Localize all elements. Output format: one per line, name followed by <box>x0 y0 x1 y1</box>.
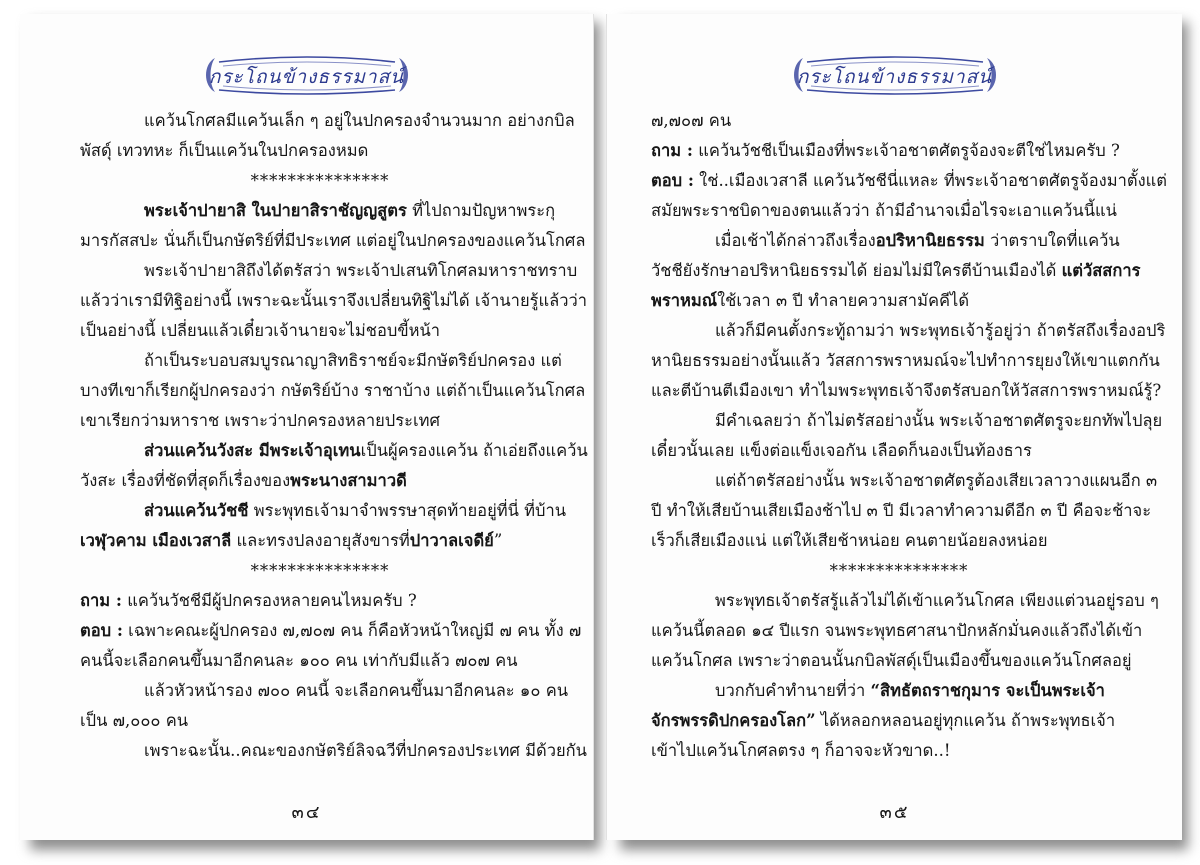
text-segment: แคว้นโกศล เพราะว่าตอนนั้นกบิลพัสดุ์เป็นเมืองขึ้นของแคว้นโกศลอยู่ <box>651 651 1132 670</box>
text-line <box>651 316 1166 346</box>
bold-text: ถาม : <box>80 591 122 610</box>
text-segment: และตีบ้านตีเมืองเขา ทำไมพระพุทธเจ้าจึงตรัสบอกให้วัสสการพราหมณ์รู้? <box>651 381 1162 400</box>
text-segment: ถ้าเป็นระบอบสมบูรณาญาสิทธิราชย์จะมีกษัตริย์ปกครอง แต่ <box>144 351 562 370</box>
text-segment: บางทีเขาก็เรียกผู้ปกครองว่า กษัตริย์บ้าง ราชาบ้าง แต่ถ้าเป็นแคว้นโกศล <box>80 381 586 400</box>
text-segment: ว่าตราบใดที่แคว้น <box>984 231 1120 250</box>
text-line <box>651 196 1147 226</box>
text-line <box>80 376 586 406</box>
text-line <box>80 526 560 556</box>
text-segment: แคว้นวัชชีเป็นเมืองที่พระเจ้าอชาตศัตรูจ้องจะตีใช่ไหมครับ ? <box>692 141 1120 160</box>
text-line <box>80 496 567 526</box>
text-segment: แคว้นนี้ตลอด ๑๔ ปีแรก จนพระพุทธศาสนาปักหลักมั่นคงแล้วถึงได้เข้า <box>651 621 1143 640</box>
text-line <box>80 406 560 436</box>
text-line <box>651 406 1163 436</box>
left-page-body <box>80 106 588 766</box>
text-line <box>651 256 1147 286</box>
page-header <box>607 50 1182 102</box>
text-segment: เฉพาะคณะผู้ปกครอง ๗,๗๐๗ คน ก็คือหัวหน้าใหญ่มี ๗ คน ทั้ง ๗ <box>122 621 582 640</box>
text-line <box>651 376 1162 406</box>
bold-text: อปริหานิยธรรม <box>875 231 985 250</box>
bold-text: พราหมณ์ <box>651 291 718 310</box>
text-segment: เขาเรียกว่ามหาราช เพราะว่าปกครองหลายประเทศ <box>80 411 440 430</box>
text-line <box>651 226 1147 256</box>
text-segment: หานิยธรรมอย่างนั้นแล้ว วัสสการพราหมณ์จะไปทำการยุยงให้เขาแตกกัน <box>651 351 1160 370</box>
text-segment: *************** <box>250 171 390 190</box>
text-segment: พระพุทธเจ้ามาจำพรรษาสุดท้ายอยู่ที่นี่ ที่บ้าน <box>248 501 567 520</box>
text-segment: *************** <box>829 561 969 580</box>
right-page-body <box>651 106 1167 766</box>
text-segment: และทรงปลงอายุสังขารที่ <box>231 531 410 550</box>
section-divider <box>80 556 560 586</box>
text-line <box>80 256 578 286</box>
text-segment: แต่ถ้าตรัสอย่างนั้น พระเจ้าอชาตศัตรูต้องเสียเวลาวางแผนอีก ๓ <box>715 471 1158 490</box>
text-line <box>651 496 1152 526</box>
section-divider <box>80 166 560 196</box>
text-line <box>80 676 569 706</box>
text-line <box>80 646 560 676</box>
text-line <box>80 196 560 226</box>
text-segment: เข้าไปแคว้นโกศลตรง ๆ ก็อาจจะหัวขาด..! <box>651 741 951 760</box>
page-number: ๓๔ <box>291 802 322 823</box>
running-header-title: กระโถนข้างธรรมาสน์ <box>796 66 993 88</box>
text-segment: เพราะฉะนั้น..คณะของกษัตริย์ลิจฉวีที่ปกครองประเทศ มีด้วยกัน <box>144 741 587 760</box>
bold-text: ส่วนแคว้นวัชชี <box>144 501 249 520</box>
bold-text: ส่วนแคว้นวังสะ มีพระเจ้าอุเทน <box>144 441 361 460</box>
text-segment: เป็นผู้ครองแคว้น ถ้าเอ่ยถึงแคว้น <box>360 441 588 460</box>
text-segment: แคว้นโกศลมีแคว้นเล็ก ๆ อยู่ในปกครองจำนวนมาก อย่างกบิล <box>144 111 575 130</box>
text-line <box>651 646 1147 676</box>
bold-text: ตอบ : <box>651 171 694 190</box>
text-line <box>80 286 588 316</box>
text-line <box>651 346 1160 376</box>
bold-text: เวฬุวคาม เมืองเวสาลี <box>80 531 232 550</box>
section-divider <box>651 556 1147 586</box>
text-line <box>651 526 1147 556</box>
text-segment: สมัยพระราชบิดาของตนแล้วว่า ถ้ามีอำนาจเมื่อไรจะเอาแคว้นนี้แน่ <box>651 201 1117 220</box>
text-segment: *************** <box>250 561 390 580</box>
text-line <box>80 586 560 616</box>
text-line <box>651 676 1147 706</box>
page-number: ๓๕ <box>879 802 910 823</box>
text-line <box>651 586 1159 616</box>
text-segment: พระพุทธเจ้าตรัสรู้แล้วไม่ได้เข้าแคว้นโกศล เพียงแต่วนอยู่รอบ ๆ <box>715 591 1159 610</box>
text-segment: แล้วหัวหน้ารอง ๗๐๐ คนนี้ จะเลือกคนขึ้นมาอีกคนละ ๑๐ คน <box>144 681 569 700</box>
text-line <box>651 286 1147 316</box>
text-line <box>651 136 1147 166</box>
page-header <box>20 50 593 102</box>
bold-text: พระเจ้าปายาสิ ในปายาสิราชัญญสูตร <box>144 201 407 220</box>
text-line <box>80 136 560 166</box>
text-line <box>651 616 1147 646</box>
text-segment: พัสดุ์ เทวทหะ ก็เป็นแคว้นในปกครองหมด <box>80 141 369 160</box>
left-page <box>20 14 594 840</box>
text-segment: พระเจ้าปายาสิถึงได้ตรัสว่า พระเจ้าปเสนทิโกศลมหาราชทราบ <box>144 261 578 280</box>
bold-text: จักรพรรดิปกครองโลก” <box>651 711 816 730</box>
text-segment: แคว้นวัชชีมีผู้ปกครองหลายคนไหมครับ ? <box>121 591 417 610</box>
text-line <box>651 436 1147 466</box>
text-line <box>80 736 587 766</box>
text-segment: เมื่อเช้าได้กล่าวถึงเรื่อง <box>715 231 876 250</box>
text-segment: ” <box>493 531 503 550</box>
text-line <box>651 706 1147 736</box>
text-segment: ๗,๗๐๗ คน <box>651 111 732 130</box>
text-line <box>80 466 560 496</box>
text-segment: วังสะ เรื่องที่ชัดที่สุดก็เรื่องของ <box>80 471 291 490</box>
text-segment: ได้หลอกหลอนอยู่ทุกแคว้น ถ้าพระพุทธเจ้า <box>815 711 1116 730</box>
text-segment: เป็น ๗,๐๐๐ คน <box>80 711 189 730</box>
text-segment: มารกัสสปะ นั่นก็เป็นกษัตริย์ที่มีประเทศ แต่อยู่ในปกครองของแคว้นโกศล <box>80 231 586 250</box>
text-line <box>651 166 1167 196</box>
text-line <box>80 346 560 376</box>
bold-text: ถาม : <box>651 141 693 160</box>
text-segment: แล้วว่าเรามีทิฐิอย่างนี้ เพราะฉะนั้นเราจึงเปลี่ยนทิฐิไม่ได้ เจ้านายรู้แล้วว่า <box>80 291 588 310</box>
text-line <box>80 226 586 256</box>
text-line <box>80 706 560 736</box>
text-segment: เป็นอย่างนี้ เปลี่ยนแล้วเดี๋ยวเจ้านายจะไม่ชอบขี้หน้า <box>80 321 441 340</box>
text-segment: บวกกับคำทำนายที่ว่า <box>715 681 871 700</box>
text-segment: เร็วก็เสียเมืองแน่ แต่ให้เสียช้าหน่อย คนตายน้อยลงหน่อย <box>651 531 1048 550</box>
running-header-title: กระโถนข้างธรรมาสน์ <box>208 66 405 88</box>
text-line <box>651 736 1147 766</box>
bold-text: ปาวาลเจดีย์ <box>409 531 494 550</box>
text-segment: ใช่..เมืองเวสาลี แคว้นวัชชีนี่แหละ ที่พระเจ้าอชาตศัตรูจ้องมาตั้งแต่ <box>693 171 1167 190</box>
text-segment: ที่ไปถามปัญหาพระกุ <box>406 201 556 220</box>
text-line <box>80 106 575 136</box>
text-line <box>651 466 1158 496</box>
bold-text: “สิทธัตถราชกุมาร จะเป็นพระเจ้า <box>870 681 1105 700</box>
text-segment: มีคำเฉลยว่า ถ้าไม่ตรัสอย่างนั้น พระเจ้าอชาตศัตรูจะยกทัพไปลุย <box>715 411 1163 430</box>
bold-text: พระนางสามาวดี <box>290 471 407 490</box>
text-segment: เดี๋ยวนั้นเลย แข็งต่อแข็งเจอกัน เลือดก็นองเป็นท้องธาร <box>651 441 1032 460</box>
text-segment: คนนี้จะเลือกคนขึ้นมาอีกคนละ ๑๐๐ คน เท่ากับมีแล้ว ๗๐๗ คน <box>80 651 518 670</box>
bold-text: ตอบ : <box>80 621 123 640</box>
bold-text: แต่วัสสการ <box>1061 261 1141 280</box>
text-line <box>80 316 560 346</box>
text-line <box>80 616 582 646</box>
text-segment: ใช้เวลา ๓ ปี ทำลายความสามัคคีได้ <box>717 291 970 310</box>
text-line <box>80 436 588 466</box>
text-line <box>651 106 1147 136</box>
text-segment: วัชชียังรักษาอปริหานิยธรรมได้ ย่อมไม่มีใครตีบ้านเมืองได้ <box>651 261 1062 280</box>
text-segment: ปี ทำให้เสียบ้านเสียเมืองช้าไป ๓ ปี มีเวลาทำความดีอีก ๓ ปี คือจะช้าจะ <box>651 501 1152 520</box>
text-segment: แล้วก็มีคนตั้งกระทู้ถามว่า พระพุทธเจ้ารู้อยู่ว่า ถ้าตรัสถึงเรื่องอปริ <box>715 321 1166 340</box>
right-page <box>606 14 1182 840</box>
